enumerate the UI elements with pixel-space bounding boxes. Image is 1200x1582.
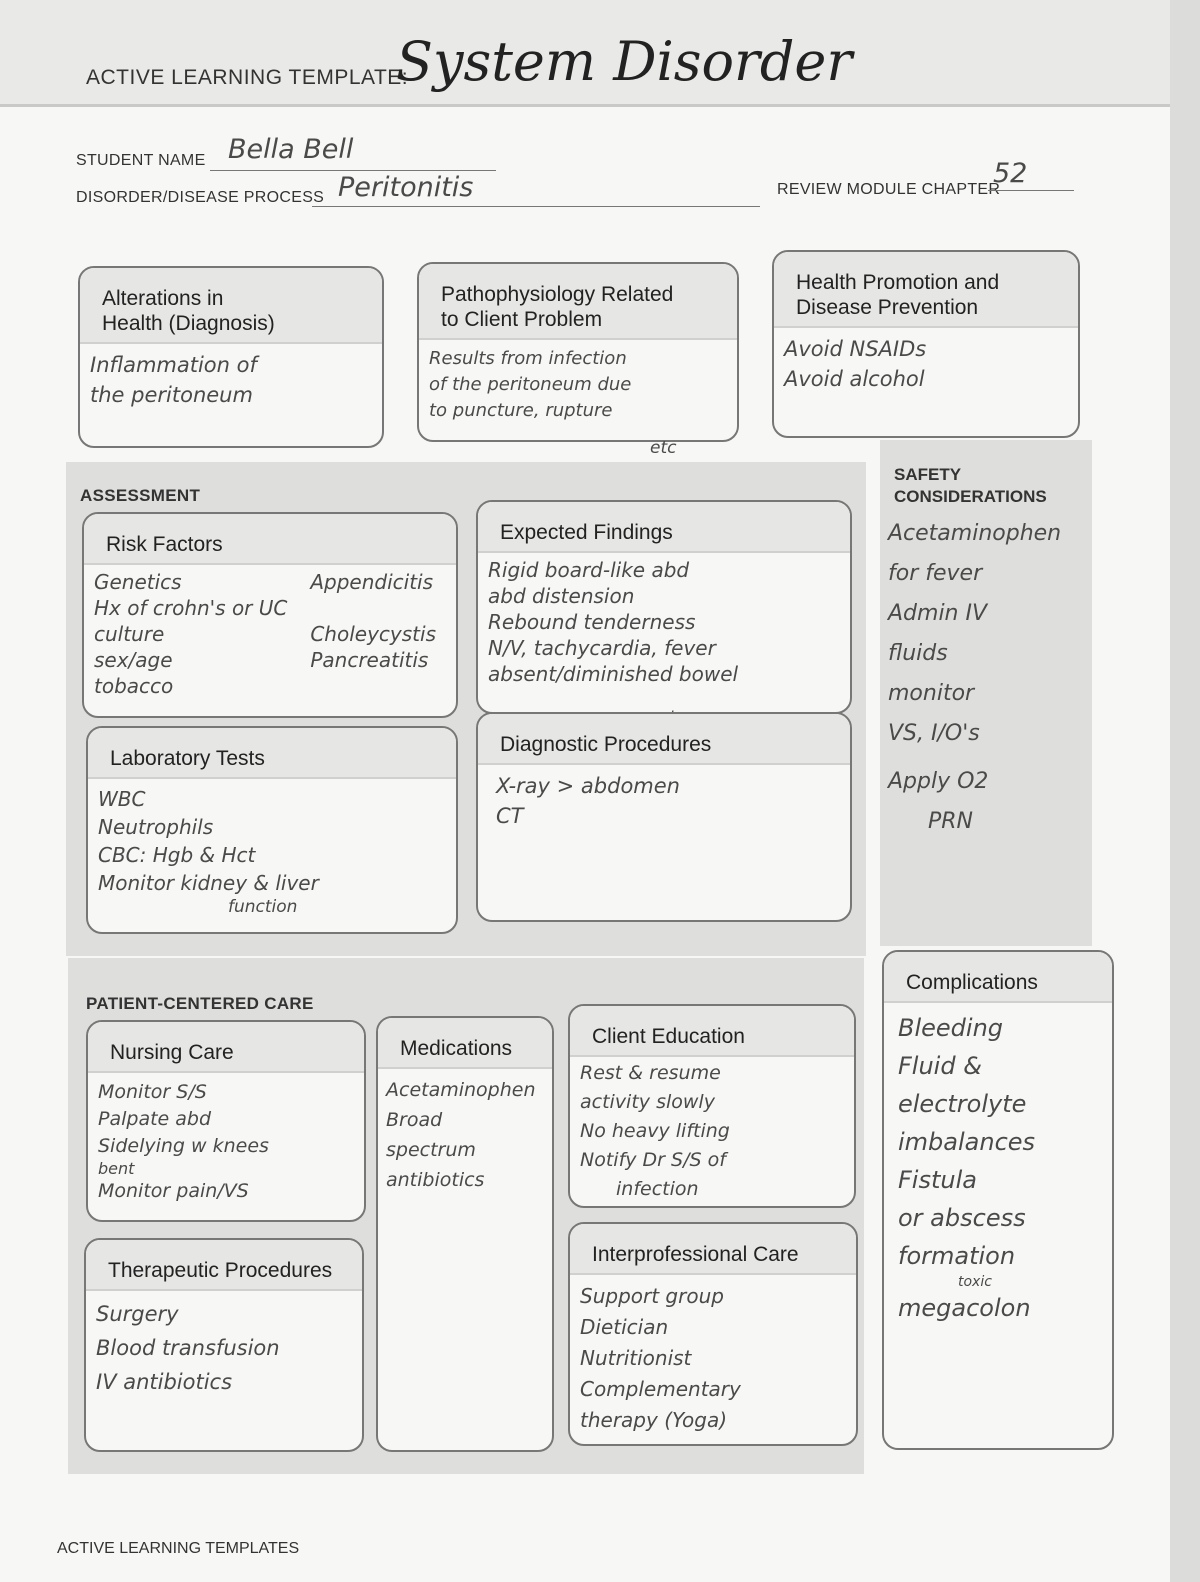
nursing-care-box	[86, 1020, 366, 1222]
template-label: ACTIVE LEARNING TEMPLATE:	[86, 66, 409, 89]
medications-title: Medications	[378, 1018, 552, 1069]
pathophysiology-box	[417, 262, 739, 442]
nursing-care-title: Nursing Care	[88, 1022, 364, 1073]
chapter-value: 52	[993, 158, 1028, 189]
complications-box	[882, 950, 1114, 1450]
medications-text: Acetaminophen Broad spectrum antibiotics	[386, 1079, 536, 1191]
client-education-title: Client Education	[570, 1006, 854, 1057]
laboratory-tests-text: WBC Neutrophils CBC: Hgb & Hct Monitor kidney & liver function	[98, 787, 319, 917]
health-promotion-title: Health Promotion and Disease Prevention	[774, 252, 1078, 328]
alterations-title: Alterations in Health (Diagnosis)	[80, 268, 382, 344]
laboratory-tests-box	[86, 726, 458, 934]
expected-findings-title: Expected Findings	[478, 502, 850, 553]
patient-care-label: PATIENT-CENTERED CARE	[86, 994, 314, 1013]
complications-text: Bleeding Fluid & electrolyte imbalances Fistula or abscess formation toxic megacolon	[898, 1014, 1036, 1322]
pathophysiology-title: Pathophysiology Related to Client Problem	[419, 264, 737, 340]
interprofessional-care-box	[568, 1222, 858, 1446]
risk-factors-text	[84, 565, 456, 699]
assessment-label: ASSESSMENT	[80, 486, 201, 505]
alterations-text: Inflammation of the peritoneum	[90, 353, 257, 407]
disorder-label: DISORDER/DISEASE PROCESS	[76, 189, 325, 206]
page-title: System Disorder	[396, 30, 853, 93]
interprofessional-care-title: Interprofessional Care	[570, 1224, 856, 1275]
pathophysiology-text: Results from infection of the peritoneum due to puncture, rupture	[429, 348, 632, 421]
footer-label: ACTIVE LEARNING TEMPLATES	[57, 1540, 300, 1557]
interprofessional-care-text: Support group Dietician Nutritionist Complementary therapy (Yoga)	[580, 1284, 741, 1432]
disorder-value: Peritonitis	[338, 172, 474, 203]
laboratory-tests-title: Laboratory Tests	[88, 728, 456, 779]
chapter-label: REVIEW MODULE CHAPTER	[777, 181, 1001, 198]
safety-text: Acetaminophen for fever Admin IV fluids monitor VS, I/O's Apply O2 PRN	[888, 521, 1062, 834]
risk-factors-right-column: Appendicitis Choleycystis Pancreatitis	[310, 570, 436, 672]
diagnostic-procedures-title: Diagnostic Procedures	[478, 714, 850, 765]
health-promotion-text: Avoid NSAIDs Avoid alcohol	[784, 337, 927, 391]
risk-factors-box	[82, 512, 458, 718]
student-name-line	[210, 170, 496, 171]
client-education-text: Rest & resume activity slowly No heavy lifting Notify Dr S/S of infection	[580, 1062, 730, 1200]
medications-box	[376, 1016, 554, 1452]
therapeutic-procedures-box	[84, 1238, 364, 1452]
expected-findings-text: Rigid board-like abd abd distension Rebound tenderness N/V, tachycardia, fever absent/diminished bowel	[488, 558, 739, 686]
alterations-box	[78, 266, 384, 448]
header-band	[0, 0, 1170, 107]
health-promotion-box	[772, 250, 1080, 438]
complications-title: Complications	[884, 952, 1112, 1003]
student-name-value: Bella Bell	[228, 134, 354, 165]
pathophysiology-overflow: etc	[650, 438, 677, 458]
therapeutic-procedures-text: Surgery Blood transfusion IV antibiotics	[96, 1302, 280, 1394]
safety-title: SAFETY CONSIDERATIONS	[894, 465, 1047, 506]
student-name-label: STUDENT NAME	[76, 152, 206, 169]
nursing-care-text: Monitor S/S Palpate abd Sidelying w knees bent Monitor pain/VS	[98, 1081, 269, 1202]
chapter-line	[988, 190, 1074, 191]
risk-factors-left-column: Genetics Hx of crohn's or UC culture sex/age tobacco	[94, 570, 288, 698]
disorder-line	[312, 206, 760, 207]
diagnostic-procedures-box	[476, 712, 852, 922]
risk-factors-title: Risk Factors	[84, 514, 456, 565]
client-education-box	[568, 1004, 856, 1208]
expected-findings-box	[476, 500, 852, 714]
diagnostic-procedures-text: X-ray > abdomen CT	[496, 774, 680, 828]
therapeutic-procedures-title: Therapeutic Procedures	[86, 1240, 362, 1291]
